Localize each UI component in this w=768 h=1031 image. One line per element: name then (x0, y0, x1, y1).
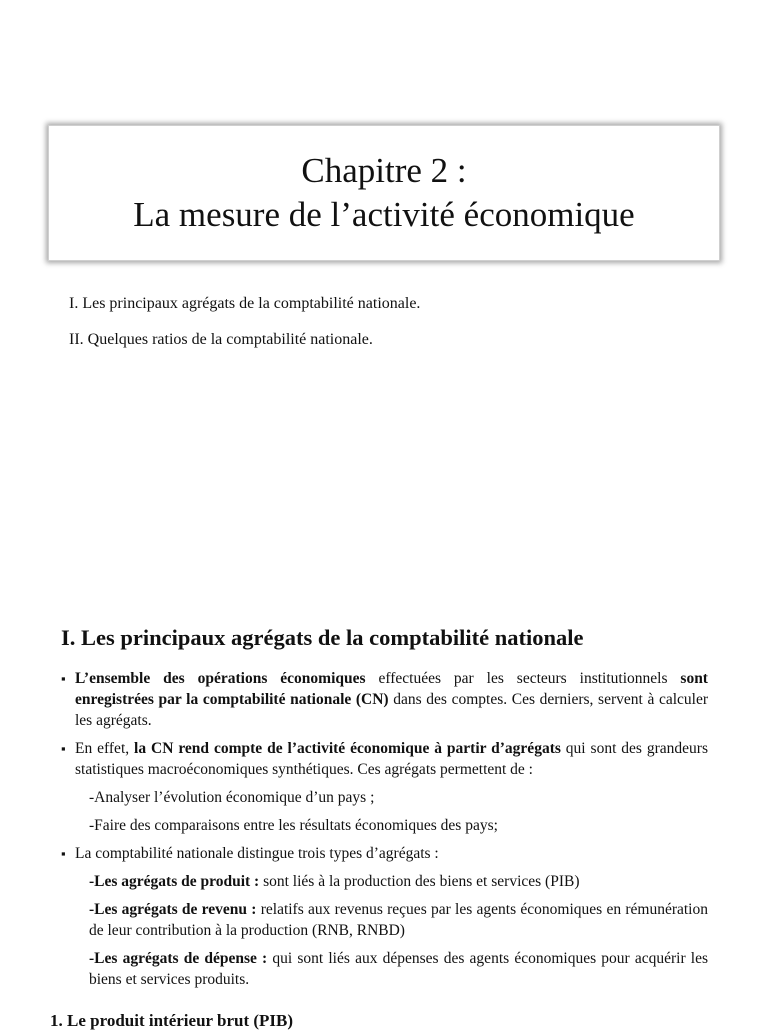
sub-item: -Faire des comparaisons entre les résultats économiques des pays; (89, 817, 498, 834)
aggregate-type-item (61, 899, 708, 941)
sub-item: -Analyser l’évolution économique d’un pays ; (89, 789, 375, 806)
bold-text: la CN rend compte de l’activité économique à partir d’agrégats (134, 740, 561, 757)
bold-text: -Les agrégats de dépense : (89, 950, 268, 967)
bullet-item (61, 738, 708, 780)
text: relatifs aux revenus reçues par les agents économiques en rémunération de leur contribution à la production (RNB, RNBD) (89, 901, 708, 939)
text: dans des comptes. Ces derniers, servent à calculer les agrégats. (75, 691, 708, 729)
subsection-heading: 1. Le produit intérieur brut (PIB) (50, 1011, 294, 1030)
aggregate-type-item (61, 871, 708, 892)
table-of-contents (69, 292, 420, 364)
bold-text: sont enregistrées par la comptabilité nationale (CN) (75, 670, 708, 708)
bullet-item (61, 668, 708, 731)
bold-text: L’ensemble des opérations économiques (75, 670, 366, 687)
text: effectuées par les secteurs institutionnels (365, 670, 681, 687)
text: sont liés à la production des biens et services (PIB) (259, 873, 580, 890)
section-content (61, 668, 708, 997)
bold-text: -Les agrégats de produit : (89, 873, 260, 890)
chapter-title: La mesure de l’activité économique (133, 195, 635, 234)
text: qui sont des grandeurs statistiques macroéconomiques synthétiques. Ces agrégats permettent de : (75, 740, 708, 778)
toc-item: II. Quelques ratios de la comptabilité nationale. (69, 331, 373, 348)
bullet-item: ▪ La comptabilité nationale distingue trois types d’agrégats : (61, 843, 708, 864)
section-heading: I. Les principaux agrégats de la comptabilité nationale (61, 625, 584, 650)
text: En effet, (75, 740, 135, 757)
aggregate-type-item (61, 948, 708, 990)
text: qui sont liés aux dépenses des agents économiques pour acquérir les biens et services produits. (89, 950, 708, 988)
chapter-number: Chapitre 2 : (301, 151, 467, 190)
toc-item: I. Les principaux agrégats de la comptabilité nationale. (69, 295, 421, 312)
bold-text: -Les agrégats de revenu : (89, 901, 257, 918)
chapter-title-box (48, 125, 720, 261)
